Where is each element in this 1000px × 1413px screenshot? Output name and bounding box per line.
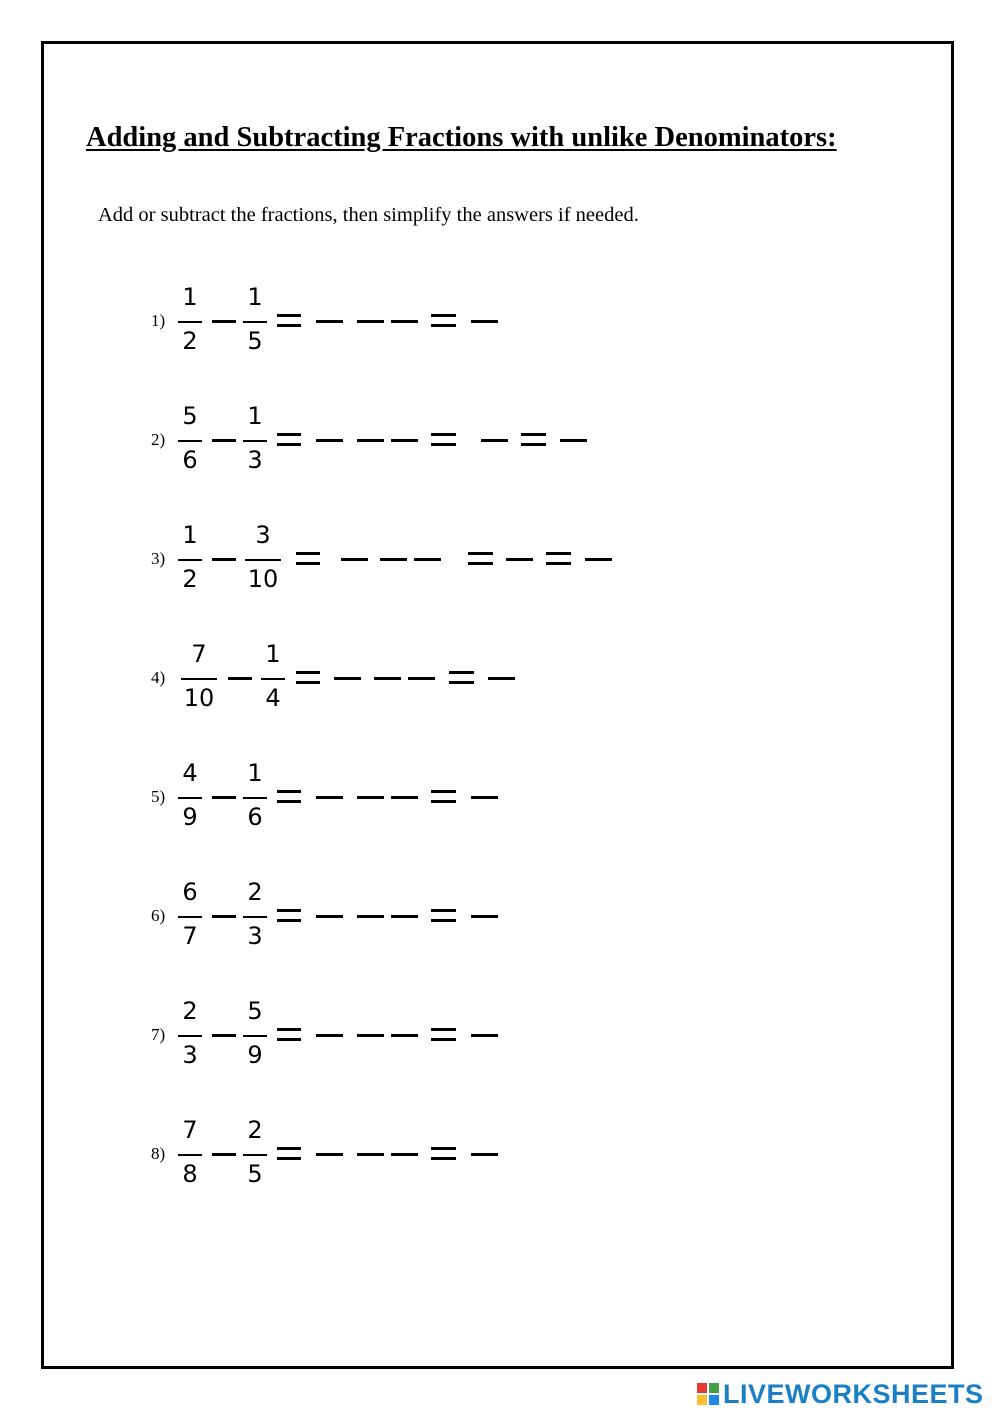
- fraction-a: [174, 759, 206, 839]
- equals-sign: [296, 552, 320, 565]
- logo-square: [709, 1395, 719, 1405]
- numerator: 2: [247, 878, 263, 906]
- fraction-b: [239, 997, 271, 1077]
- numerator: 1: [247, 283, 263, 311]
- fraction-b: [239, 759, 271, 839]
- answer-blank[interactable]: [316, 320, 343, 323]
- fraction-bar: [178, 916, 202, 918]
- answer-blank[interactable]: [357, 439, 384, 442]
- problem-number: 2): [151, 430, 166, 449]
- fraction-b: [239, 1116, 271, 1196]
- fraction-bar: [245, 559, 281, 561]
- denominator: 3: [247, 446, 263, 474]
- answer-blank[interactable]: [316, 1153, 343, 1156]
- numerator: 2: [247, 1116, 263, 1144]
- equals-sign: [431, 790, 456, 803]
- answer-blank[interactable]: [585, 558, 612, 561]
- problem-number: 6): [151, 906, 166, 925]
- answer-blank[interactable]: [357, 320, 384, 323]
- fraction-a: [174, 402, 206, 482]
- answer-blank[interactable]: [471, 1153, 498, 1156]
- fraction-bar: [178, 321, 202, 323]
- numerator: 5: [247, 997, 263, 1025]
- answer-blank[interactable]: [391, 320, 418, 323]
- answer-blank[interactable]: [316, 1034, 343, 1037]
- denominator: 5: [247, 1160, 263, 1188]
- numerator: 5: [182, 402, 198, 430]
- answer-blank[interactable]: [471, 320, 498, 323]
- answer-blank[interactable]: [391, 796, 418, 799]
- minus-sign: [212, 1153, 236, 1156]
- fraction-bar: [178, 1154, 202, 1156]
- liveworksheets-logo[interactable]: [697, 1378, 984, 1409]
- fraction-bar: [178, 1035, 202, 1037]
- problem-row: [0, 283, 1000, 373]
- problem-number: 5): [151, 787, 166, 806]
- problem-number: 7): [151, 1025, 166, 1044]
- equals-sign: [277, 1147, 301, 1160]
- minus-sign: [212, 915, 236, 918]
- answer-blank[interactable]: [316, 439, 343, 442]
- fraction-bar: [243, 321, 267, 323]
- answer-blank[interactable]: [560, 439, 587, 442]
- fraction-bar: [243, 440, 267, 442]
- minus-sign: [212, 558, 236, 561]
- numerator: 6: [182, 878, 198, 906]
- answer-blank[interactable]: [481, 439, 508, 442]
- answer-blank[interactable]: [391, 439, 418, 442]
- equals-sign: [449, 671, 474, 684]
- fraction-b: [239, 283, 271, 363]
- problem-number: 1): [151, 311, 166, 330]
- equals-sign: [431, 909, 456, 922]
- answer-blank[interactable]: [341, 558, 368, 561]
- equals-sign: [277, 790, 301, 803]
- numerator: 3: [255, 521, 271, 549]
- problem-row: [0, 521, 1000, 611]
- fraction-b: [241, 521, 285, 601]
- answer-blank[interactable]: [391, 1153, 418, 1156]
- problem-row: [0, 759, 1000, 849]
- answer-blank[interactable]: [471, 796, 498, 799]
- numerator: 1: [247, 402, 263, 430]
- minus-sign: [212, 1034, 236, 1037]
- numerator: 1: [265, 640, 281, 668]
- fraction-b: [257, 640, 289, 720]
- problem-row: [0, 1116, 1000, 1206]
- minus-sign: [212, 439, 236, 442]
- problem-row: [0, 878, 1000, 968]
- fraction-bar: [261, 678, 285, 680]
- denominator: 8: [182, 1160, 198, 1188]
- fraction-b: [239, 878, 271, 958]
- minus-sign: [212, 796, 236, 799]
- logo-square: [697, 1395, 707, 1405]
- denominator: 6: [247, 803, 263, 831]
- fraction-bar: [178, 559, 202, 561]
- logo-square: [709, 1383, 719, 1393]
- answer-blank[interactable]: [357, 796, 384, 799]
- answer-blank[interactable]: [506, 558, 533, 561]
- problem-number: 8): [151, 1144, 166, 1163]
- instruction-text: Add or subtract the fractions, then simplify the answers if needed.: [98, 204, 639, 226]
- denominator: 10: [183, 684, 215, 712]
- minus-sign: [228, 677, 252, 680]
- equals-sign: [431, 1147, 456, 1160]
- equals-sign: [521, 433, 546, 446]
- equals-sign: [277, 314, 301, 327]
- fraction-bar: [243, 797, 267, 799]
- fraction-a: [177, 640, 221, 720]
- answer-blank[interactable]: [357, 1034, 384, 1037]
- fraction-bar: [181, 678, 217, 680]
- problem-number: 4): [151, 668, 166, 687]
- denominator: 2: [182, 565, 198, 593]
- fraction-b: [239, 402, 271, 482]
- equals-sign: [431, 433, 456, 446]
- answer-blank[interactable]: [357, 1153, 384, 1156]
- equals-sign: [468, 552, 493, 565]
- fraction-bar: [243, 1035, 267, 1037]
- answer-blank[interactable]: [316, 915, 343, 918]
- fraction-bar: [178, 440, 202, 442]
- fraction-bar: [243, 916, 267, 918]
- denominator: 10: [247, 565, 279, 593]
- equals-sign: [277, 1028, 301, 1041]
- answer-blank[interactable]: [471, 1034, 498, 1037]
- denominator: 6: [182, 446, 198, 474]
- denominator: 4: [265, 684, 281, 712]
- denominator: 3: [182, 1041, 198, 1069]
- equals-sign: [277, 909, 301, 922]
- answer-blank[interactable]: [374, 677, 401, 680]
- equals-sign: [296, 671, 320, 684]
- fraction-a: [174, 283, 206, 363]
- numerator: 1: [247, 759, 263, 787]
- answer-blank[interactable]: [414, 558, 441, 561]
- problem-row: [0, 640, 1000, 730]
- denominator: 5: [247, 327, 263, 355]
- denominator: 9: [182, 803, 198, 831]
- fraction-a: [174, 878, 206, 958]
- answer-blank[interactable]: [408, 677, 435, 680]
- fraction-bar: [243, 1154, 267, 1156]
- fraction-bar: [178, 797, 202, 799]
- equals-sign: [431, 1028, 456, 1041]
- numerator: 7: [191, 640, 207, 668]
- equals-sign: [277, 433, 301, 446]
- answer-blank[interactable]: [316, 796, 343, 799]
- logo-icon: [697, 1383, 719, 1405]
- answer-blank[interactable]: [391, 915, 418, 918]
- minus-sign: [212, 320, 236, 323]
- answer-blank[interactable]: [357, 915, 384, 918]
- problem-row: [0, 997, 1000, 1087]
- fraction-a: [174, 1116, 206, 1196]
- answer-blank[interactable]: [471, 915, 498, 918]
- numerator: 4: [182, 759, 198, 787]
- numerator: 2: [182, 997, 198, 1025]
- problem-row: [0, 402, 1000, 492]
- numerator: 7: [182, 1116, 198, 1144]
- denominator: 9: [247, 1041, 263, 1069]
- denominator: 2: [182, 327, 198, 355]
- equals-sign: [546, 552, 571, 565]
- worksheet-title: Adding and Subtracting Fractions with unlike Denominators:: [86, 122, 837, 153]
- fraction-a: [174, 997, 206, 1077]
- denominator: 7: [182, 922, 198, 950]
- problem-number: 3): [151, 549, 166, 568]
- numerator: 1: [182, 283, 198, 311]
- logo-text: LIVEWORKSHEETS: [723, 1378, 984, 1409]
- denominator: 3: [247, 922, 263, 950]
- equals-sign: [431, 314, 456, 327]
- answer-blank[interactable]: [391, 1034, 418, 1037]
- numerator: 1: [182, 521, 198, 549]
- answer-blank[interactable]: [334, 677, 361, 680]
- answer-blank[interactable]: [488, 677, 515, 680]
- logo-square: [697, 1383, 707, 1393]
- answer-blank[interactable]: [380, 558, 407, 561]
- fraction-a: [174, 521, 206, 601]
